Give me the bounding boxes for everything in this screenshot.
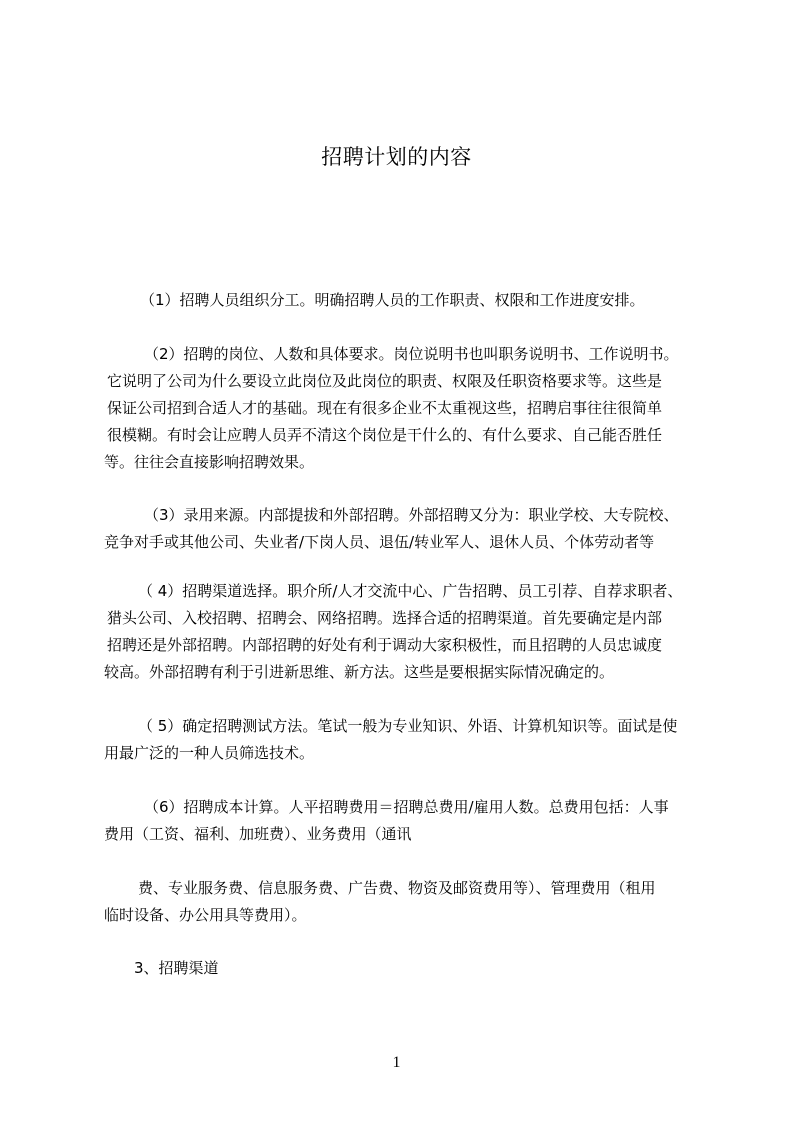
paragraph-line: （2）招聘的岗位、人数和具体要求。岗位说明书也叫职务说明书、工作说明书。 (144, 345, 679, 363)
paragraph-3 (104, 502, 704, 556)
paragraph-line: 临时设备、办公用具等费用）。 (104, 906, 307, 924)
paragraph-line: 它说明了公司为什么要设立此岗位及此岗位的职责、权限及任职资格要求等。这些是 (107, 372, 663, 390)
paragraph-8 (134, 955, 734, 982)
paragraph-line: 费用（工资、福利、加班费）、业务费用（通讯 (104, 825, 412, 843)
paragraph-line: 很模糊。有时会让应聘人员弄不清这个岗位是干什么的、有什么要求、自己能否胜任 (107, 426, 663, 444)
paragraph-line: 费、专业服务费、信息服务费、广告费、物资及邮资费用等）、管理费用（租用 (138, 879, 656, 897)
paragraph-line: （6）招聘成本计算。人平招聘费用＝招聘总费用/雇用人数。总费用包括：人事 (144, 798, 669, 816)
paragraph-5 (104, 713, 704, 767)
page-number: 1 (392, 1054, 401, 1071)
paragraph-line: 猎头公司、入校招聘、招聘会、网络招聘。选择合适的招聘渠道。首先要确定是内部 (107, 609, 663, 627)
paragraph-line: 竞争对手或其他公司、失业者/下岗人员、退伍/转业军人、退休人员、个体劳动者等 (104, 533, 655, 551)
paragraph-line: （ 5）确定招聘测试方法。笔试一般为专业知识、外语、计算机知识等。面试是使 (138, 717, 678, 735)
paragraph-7 (104, 875, 704, 929)
paragraph-line: 3、招聘渠道 (134, 959, 219, 977)
paragraph-6 (104, 794, 704, 848)
paragraph-1 (140, 287, 740, 314)
page-title: 招聘计划的内容 (321, 145, 472, 169)
paragraph-2 (104, 341, 704, 476)
paragraph-line: 等。往往会直接影响招聘效果。 (104, 453, 315, 471)
paragraph-4 (104, 578, 704, 686)
paragraph-line: 保证公司招到合适人才的基础。现在有很多企业不太重视这些，招聘启事往往很简单 (107, 399, 663, 417)
paragraph-line: 招聘还是外部招聘。内部招聘的好处有利于调动大家积极性，而且招聘的人员忠诚度 (107, 636, 663, 654)
paragraph-line: 用最广泛的一种人员筛选技术。 (104, 744, 315, 762)
paragraph-line: （1）招聘人员组织分工。明确招聘人员的工作职责、权限和工作进度安排。 (140, 291, 645, 309)
paragraph-line: （3）录用来源。内部提拔和外部招聘。外部招聘又分为：职业学校、大专院校、 (144, 506, 679, 524)
paragraph-line: （ 4）招聘渠道选择。职介所/人才交流中心、广告招聘、员工引荐、自荐求职者、 (138, 582, 683, 600)
paragraph-line: 较高。外部招聘有利于引进新思维、新方法。这些是要根据实际情况确定的。 (104, 663, 615, 681)
